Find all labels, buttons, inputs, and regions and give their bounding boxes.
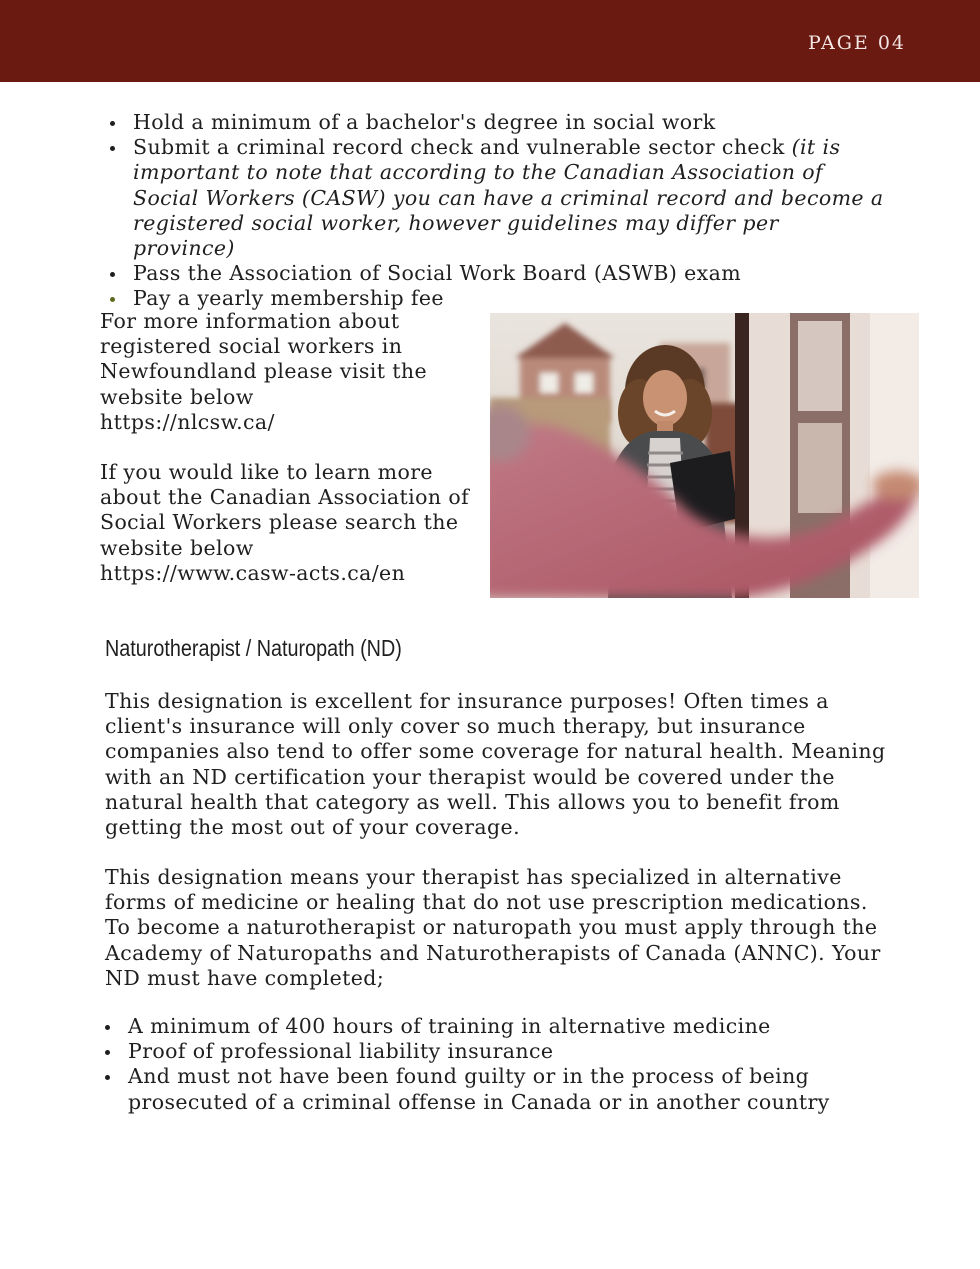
nl-website-link[interactable]: https://nlcsw.ca/: [100, 409, 275, 434]
criminal-record-note: (it is important to note that according to the Canadian Association of Social Workers (CASW) you can have a criminal record and become a registered social worker, however guidelines may differ per province): [133, 135, 884, 261]
list-item: Proof of professional liability insurance: [100, 1039, 890, 1064]
list-item: [105, 135, 885, 261]
section-title-naturopath: Naturotherapist / Naturopath (ND): [105, 635, 402, 661]
naturopath-requirements-list: [100, 1014, 890, 1115]
nl-info-text: For more information about registered social workers in Newfoundland please visit the website below: [100, 309, 428, 409]
social-worker-requirements-list: [105, 110, 885, 312]
list-item-text: Hold a minimum of a bachelor's degree in social work: [133, 110, 716, 134]
list-item-text: Pay a yearly membership fee: [133, 286, 444, 311]
photo-of-smiling-professional-woman-at-door: [490, 313, 919, 598]
page-number: PAGE 04: [807, 32, 906, 54]
more-info-block: [100, 309, 480, 586]
naturopath-paragraph-1: This designation is excellent for insurance purposes! Often times a client's insurance will only cover so much therapy, but insurance companies also tend to offer some coverage for natural health. Meaning with an ND certification your therapist would be covered under the natural health that category as well. This allows you to benefit from getting the most out of your coverage.: [105, 689, 886, 840]
header-band: [0, 0, 980, 82]
list-item: And must not have been found guilty or in the process of being prosecuted of a criminal offense in Canada or in another country: [100, 1064, 890, 1114]
list-item: A minimum of 400 hours of training in alternative medicine: [100, 1014, 890, 1039]
casw-website-link[interactable]: https://www.casw-acts.ca/en: [100, 560, 406, 585]
list-item: [105, 110, 885, 135]
naturopath-paragraph-2: This designation means your therapist has specialized in alternative forms of medicine or healing that do not use prescription medications. To become a naturotherapist or naturopath you must apply through the Academy of Naturopaths and Naturotherapists of Canada (ANNC). Your ND must have completed;: [105, 865, 881, 990]
list-item-text: Submit a criminal record check and vulnerable sector check: [133, 135, 792, 160]
list-item: [105, 286, 885, 311]
list-item-text: Pass the Association of Social Work Board (ASWB) exam: [133, 261, 742, 286]
casw-info-text: If you would like to learn more about the Canadian Association of Social Workers please search the website below: [100, 460, 470, 560]
list-item: [105, 261, 885, 286]
